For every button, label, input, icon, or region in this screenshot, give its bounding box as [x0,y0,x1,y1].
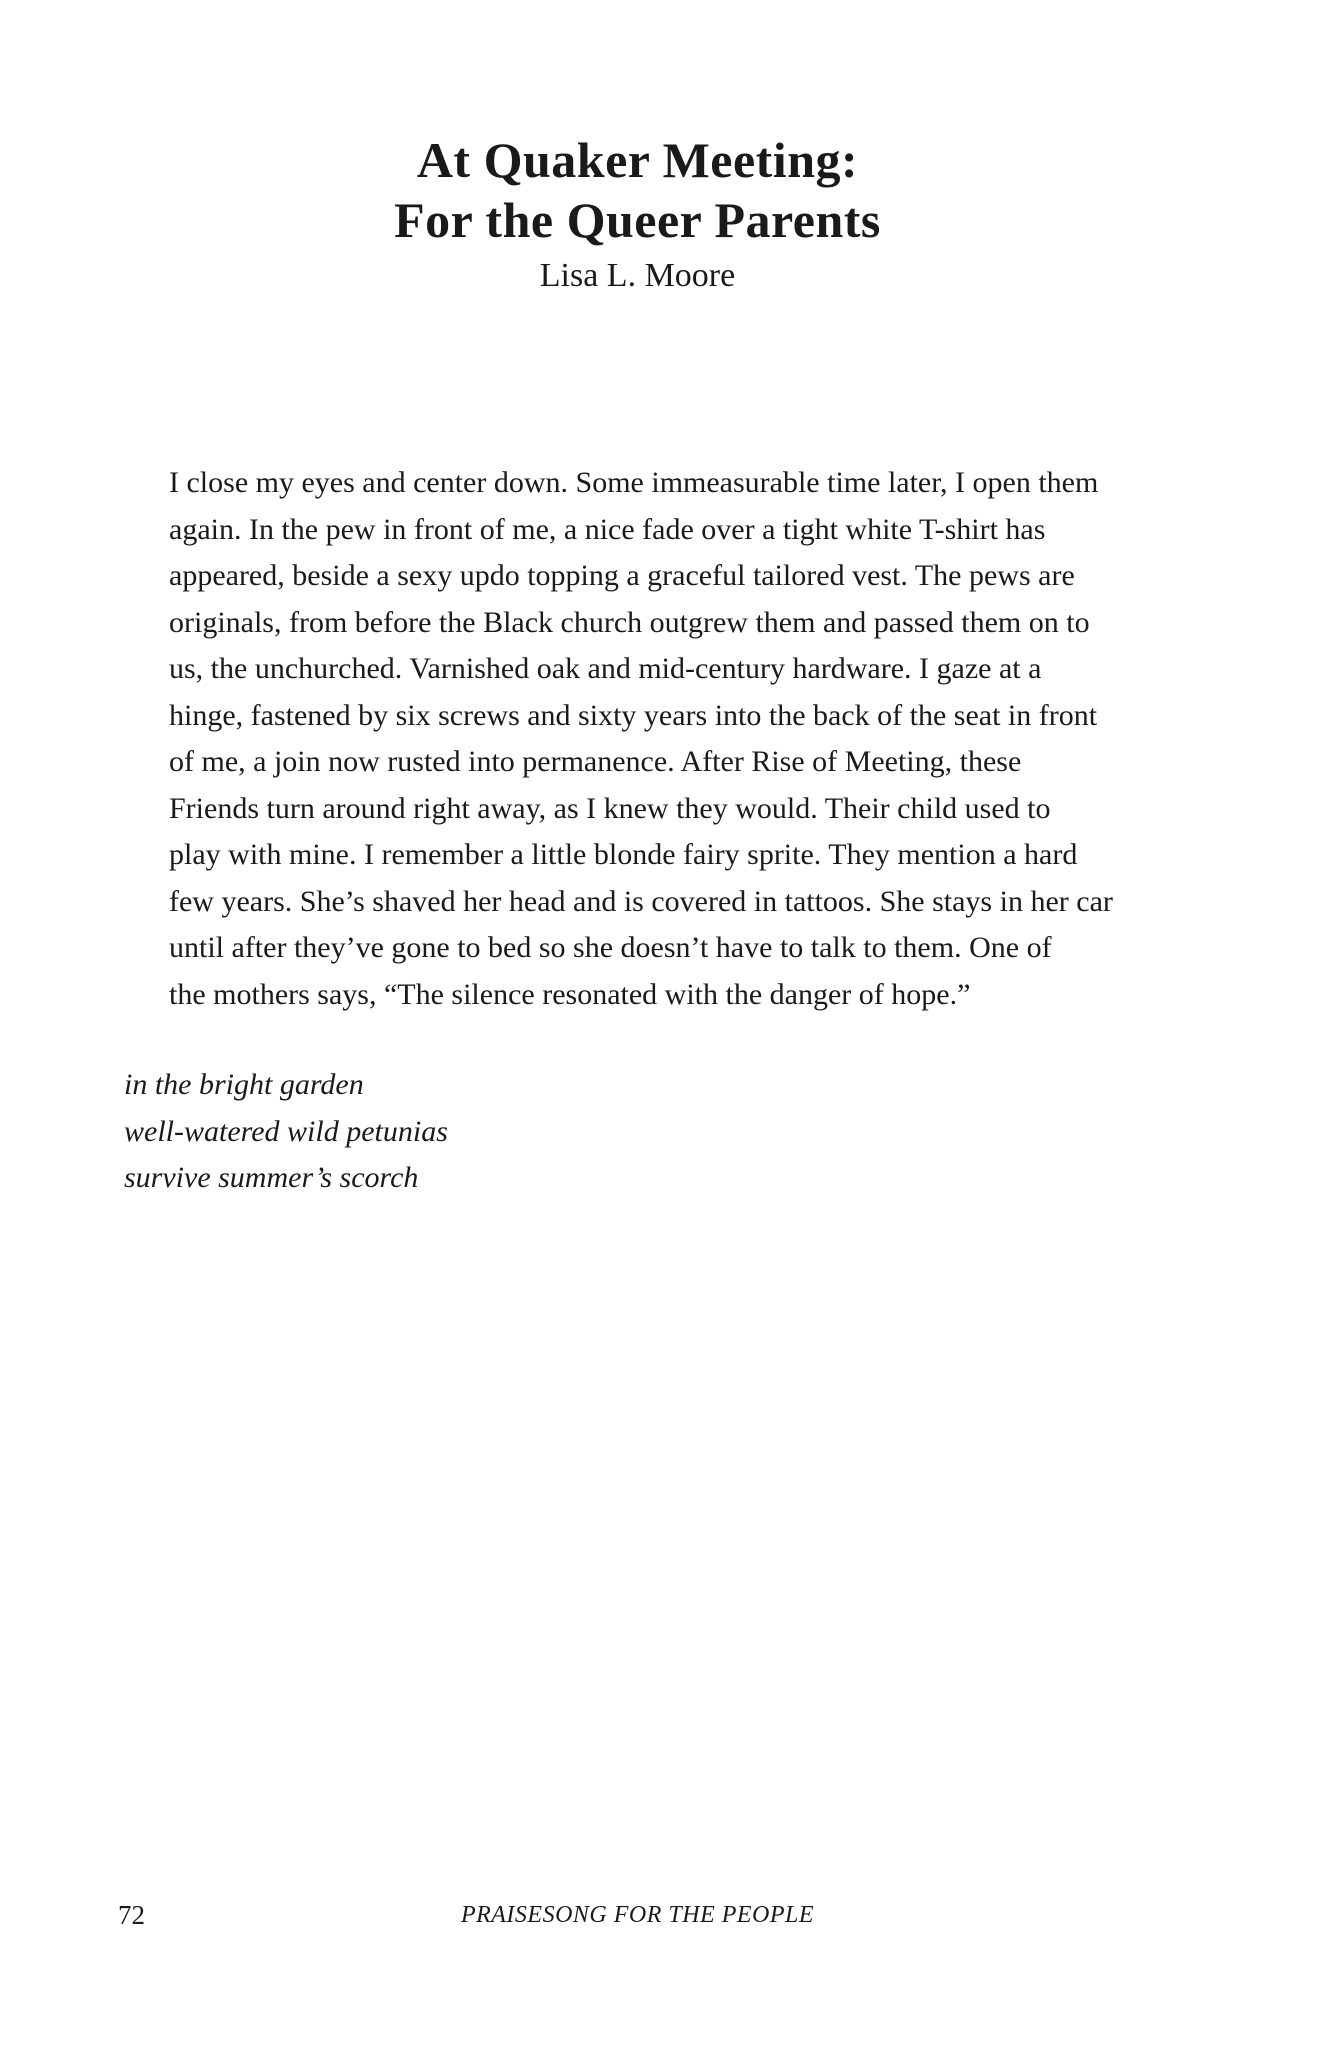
prose-line: again. In the pew in front of me, a nice fade over a tight white T-shirt has [169,512,1046,546]
prose-line: the mothers says, “The silence resonated with the danger of hope.” [169,977,971,1011]
haiku [124,1062,448,1202]
haiku-line: well-watered wild petunias [124,1114,448,1148]
prose-line: originals, from before the Black church outgrew them and passed them on to [169,605,1090,639]
prose-line: I close my eyes and center down. Some immeasurable time later, I open them [169,466,1099,499]
prose-line: hinge, fastened by six screws and sixty years into the back of the seat in front [169,698,1098,732]
title-line-1: At Quaker Meeting: [416,132,859,188]
prose-line: few years. She’s shaved her head and is covered in tattoos. She stays in her car [169,884,1113,918]
prose-line: play with mine. I remember a little blonde fairy sprite. They mention a hard [169,838,1078,871]
prose-line: us, the unchurched. Varnished oak and mid-century hardware. I gaze at a [169,652,1042,685]
prose-paragraph [169,460,1169,1018]
prose-line: of me, a join now rusted into permanence. After Rise of Meeting, these [169,745,1022,778]
prose-line: appeared, beside a sexy updo topping a graceful tailored vest. The pews are [169,559,1075,592]
haiku-line: in the bright garden [124,1068,364,1101]
prose-line: until after they’ve gone to bed so she doesn’t have to talk to them. One of [169,931,1052,964]
running-head: PRAISESONG FOR THE PEOPLE [460,1902,815,1928]
title-line-2: For the Queer Parents [394,192,881,248]
prose-line: Friends turn around right away, as I knew they would. Their child used to [169,791,1051,825]
title-block [0,130,1275,298]
haiku-line: survive summer’s scorch [124,1161,419,1194]
page-number: 72 [118,1900,145,1930]
author-name: Lisa L. Moore [539,257,736,294]
